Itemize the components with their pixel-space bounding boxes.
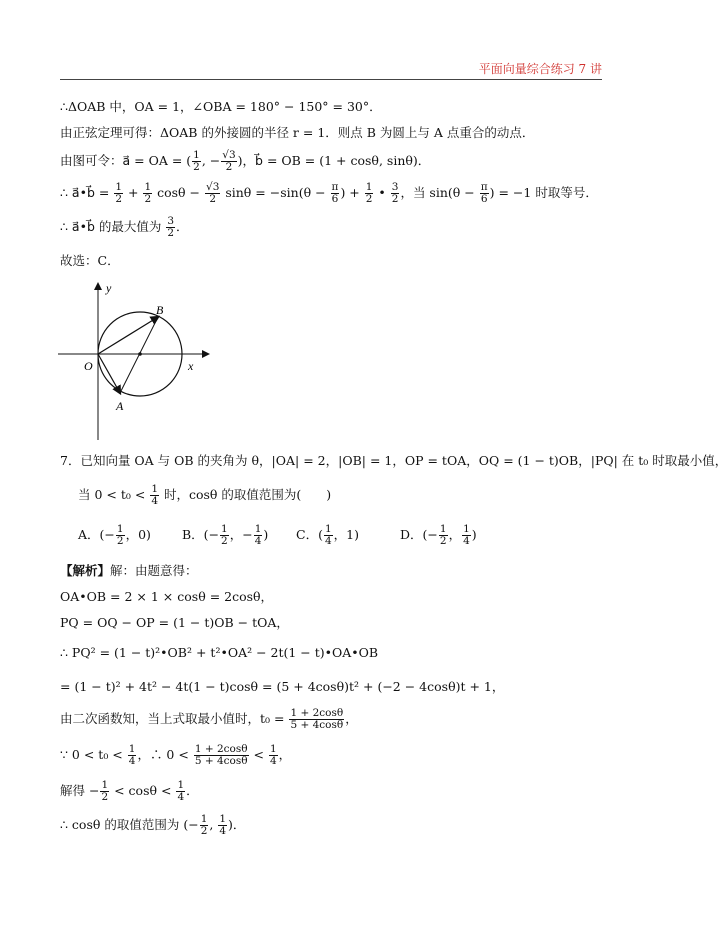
analysis-header — [60, 562, 198, 580]
line5-lead: ∴ a⃗•b⃗ 的最大值为 — [60, 219, 166, 234]
option-c-lead: C．( — [296, 527, 323, 542]
line4-sin: sinθ = −sin(θ − — [221, 185, 330, 200]
frac-den: 2 — [365, 193, 373, 205]
step6-tail: ， — [278, 747, 292, 762]
analysis-step-2: PQ = OQ − OP = (1 − t)OB − tOA， — [60, 615, 289, 630]
frac-num: π — [480, 181, 488, 193]
fraction — [116, 524, 125, 547]
step7-tail: ． — [186, 783, 199, 798]
frac-num: 1 — [151, 483, 158, 495]
frac-den: 2 — [101, 791, 109, 803]
frac-den: 5 + 4cosθ — [194, 755, 248, 767]
label-x: x — [188, 359, 194, 373]
frac-den: 4 — [254, 535, 262, 547]
line3-mid: , − — [201, 153, 221, 168]
option-b-lead: B．(− — [182, 527, 220, 542]
question-7-line-2 — [78, 484, 331, 507]
step8-mid: , — [209, 817, 218, 832]
frac-num: 1 — [439, 523, 447, 535]
vector-oa — [98, 354, 120, 393]
frac-num: 1 — [116, 523, 124, 535]
option-c[interactable] — [296, 524, 359, 547]
frac-num: 1 — [101, 779, 109, 791]
fraction — [220, 524, 229, 547]
frac-num: 1 — [115, 181, 123, 193]
frac-den: 2 — [144, 193, 152, 205]
solution-line-4 — [60, 182, 598, 205]
frac-den: 4 — [128, 755, 136, 767]
option-b-mid: ，− — [229, 527, 253, 542]
analysis-step-4: = (1 − t)² + 4t² − 4t(1 − t)cosθ = (5 + 4cosθ)t² + (−2 − 4cosθ)t + 1， — [60, 679, 505, 694]
frac-den: 4 — [177, 791, 185, 803]
fraction — [194, 744, 249, 767]
line4-when: ，当 sin(θ − — [400, 185, 479, 200]
option-a-tail: ，0) — [125, 527, 151, 542]
fraction — [200, 814, 209, 837]
frac-num: √3 — [222, 149, 236, 161]
header-rule — [60, 79, 602, 80]
frac-num: 1 — [324, 523, 332, 535]
analysis-intro: 解：由题意得： — [110, 563, 198, 578]
fraction — [192, 150, 201, 173]
frac-den: 2 — [221, 535, 228, 547]
step6-lt: < — [249, 747, 268, 762]
option-d-mid: ， — [448, 527, 462, 542]
frac-den: 4 — [219, 825, 227, 837]
line3-lead: 由图可令： — [60, 153, 123, 168]
frac-num: 1 — [269, 743, 277, 755]
frac-den: 6 — [480, 193, 488, 205]
step8-lead: ∴ cosθ 的取值范围为 (− — [60, 817, 199, 832]
fraction — [331, 182, 340, 205]
frac-num: √3 — [206, 181, 220, 193]
step7-mid: < cosθ < — [110, 783, 176, 798]
frac-den: 2 — [200, 825, 208, 837]
frac-num: 1 — [177, 779, 185, 791]
analysis-step-5 — [60, 708, 358, 731]
step7-lead: 解得 − — [60, 783, 100, 798]
solution-line-2: 由正弦定理可得：ΔOAB 的外接圆的半径 r = 1．则点 B 为圆上与 A 点重合的动点． — [60, 125, 535, 140]
frac-num: 1 — [221, 523, 228, 535]
fraction — [289, 708, 344, 731]
frac-num: 1 — [463, 523, 470, 535]
fraction — [128, 744, 137, 767]
fraction — [221, 150, 236, 173]
frac-num: 1 — [254, 523, 262, 535]
q7-tail: 时，cosθ 的取值范围为( ) — [160, 487, 332, 502]
frac-den: 2 — [209, 193, 217, 205]
frac-den: 2 — [167, 227, 175, 239]
step6-mid: ，∴ 0 < — [137, 747, 193, 762]
fraction — [365, 182, 374, 205]
solution-line-3 — [60, 150, 430, 173]
frac-num: 1 — [365, 181, 373, 193]
analysis-step-8 — [60, 814, 245, 837]
option-a[interactable] — [78, 524, 151, 547]
center-point — [138, 352, 142, 356]
frac-den: 6 — [331, 193, 339, 205]
option-d-lead: D．(− — [400, 527, 438, 542]
frac-den: 5 + 4cosθ — [290, 719, 344, 731]
line4-plus: + — [124, 185, 143, 200]
label-o: O — [84, 359, 93, 373]
fraction — [218, 814, 227, 837]
question-7-line-1: 7．已知向量 OA 与 OB 的夹角为 θ，|OA| = 2，|OB| = 1，OP = tOA，OQ = (1 − t)OB，|PQ| 在 t₀ 时取最小值， — [60, 453, 727, 468]
step6-lead: ∵ 0 < t₀ < — [60, 747, 127, 762]
frac-num: 3 — [391, 181, 399, 193]
analysis-tag: 【解析】 — [60, 563, 111, 578]
line4-dot: • — [374, 185, 390, 200]
step5-lead: 由二次函数知，当上式取最小值时，t₀ = — [60, 711, 289, 726]
label-a: A — [116, 399, 124, 413]
header-title: 平面向量综合练习 7 讲 — [478, 62, 602, 76]
q7-lead: 当 0 < t₀ < — [78, 487, 150, 502]
fraction — [324, 524, 333, 547]
frac-den: 4 — [269, 755, 277, 767]
line3-tail: )，b⃗ = OB = (1 + cosθ, sinθ)． — [237, 153, 431, 168]
option-a-lead: A．(− — [78, 527, 115, 542]
option-c-tail: ，1) — [333, 527, 359, 542]
frac-den: 2 — [116, 535, 124, 547]
frac-den: 2 — [115, 193, 123, 205]
fraction — [439, 524, 448, 547]
fraction — [100, 780, 109, 803]
option-d-tail: ) — [471, 527, 477, 542]
line4-lead: ∴ a⃗•b⃗ = — [60, 185, 114, 200]
frac-num: 1 — [144, 181, 152, 193]
fraction — [150, 484, 159, 507]
line3-vec: a⃗ = OA = ( — [122, 153, 192, 168]
fraction — [391, 182, 400, 205]
frac-num: 1 — [193, 149, 200, 161]
frac-den: 2 — [391, 193, 399, 205]
fraction — [114, 182, 123, 205]
analysis-step-1: OA•OB = 2 × 1 × cosθ = 2cosθ， — [60, 589, 274, 604]
frac-den: 4 — [151, 495, 158, 507]
analysis-step-3: ∴ PQ² = (1 − t)²•OB² + t²•OA² − 2t(1 − t)•OA•OB — [60, 645, 379, 660]
frac-num: 1 — [128, 743, 136, 755]
fraction — [462, 524, 471, 547]
frac-num: π — [331, 181, 339, 193]
line4-cos: cosθ − — [153, 185, 204, 200]
line4-plus2: ) + — [340, 185, 364, 200]
frac-num: 1 + 2cosθ — [290, 707, 344, 719]
line4-tail: ) = −1 时取等号． — [489, 185, 598, 200]
line5-tail: ． — [176, 219, 189, 234]
frac-den: 4 — [463, 535, 470, 547]
solution-line-5 — [60, 216, 189, 239]
frac-num: 1 — [200, 813, 208, 825]
step5-tail: ， — [345, 711, 358, 726]
fraction — [176, 780, 185, 803]
analysis-step-7 — [60, 780, 199, 803]
step8-tail: )． — [228, 817, 246, 832]
fraction — [254, 524, 263, 547]
label-b: B — [156, 303, 164, 317]
option-b[interactable] — [182, 524, 268, 547]
option-b-tail: ) — [263, 527, 269, 542]
fraction — [205, 182, 220, 205]
fraction — [143, 182, 152, 205]
fraction — [166, 216, 175, 239]
frac-num: 1 — [219, 813, 227, 825]
frac-den: 2 — [193, 161, 200, 173]
circle-diagram — [58, 278, 218, 443]
frac-den: 2 — [225, 161, 233, 173]
solution-line-1: ∴ΔOAB 中，OA = 1，∠OBA = 180° − 150° = 30°． — [60, 99, 382, 114]
analysis-step-6 — [60, 744, 291, 767]
frac-num: 3 — [167, 215, 175, 227]
label-y: y — [106, 281, 112, 295]
option-d[interactable] — [400, 524, 477, 547]
frac-den: 2 — [439, 535, 447, 547]
fraction — [480, 182, 489, 205]
frac-num: 1 + 2cosθ — [194, 743, 248, 755]
solution-line-6: 故选：C． — [60, 253, 120, 268]
frac-den: 4 — [324, 535, 332, 547]
fraction — [269, 744, 278, 767]
